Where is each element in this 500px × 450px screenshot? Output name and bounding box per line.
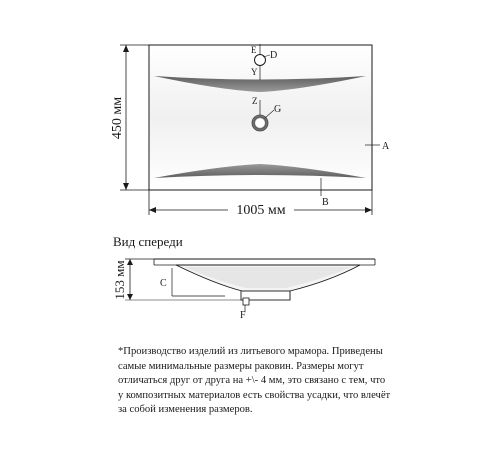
label-z: Z [252, 96, 258, 106]
front-height-arrow-bottom [127, 294, 133, 300]
note-line-3: отличаться друг от друга на +\- 4 мм, это связано с тем, что [118, 375, 386, 386]
note-line-4: у композитных материалов есть свойства усадки, что влечёт [118, 389, 391, 401]
height-dimension-label: 450 мм [110, 96, 125, 140]
label-d: D [270, 50, 278, 61]
section-title-front-view: Вид спереди [113, 234, 183, 249]
front-height-dimension-label: 153 мм [112, 260, 127, 300]
height-arrow-bottom [123, 183, 129, 190]
faucet-hole [255, 55, 266, 66]
front-drain-stub [243, 298, 249, 305]
note-line-5: за собой изменения размеров. [118, 404, 253, 415]
note-line-2: самые минимальные размеры раковин. Размеры могут [118, 360, 364, 372]
label-c: C [160, 278, 167, 289]
height-arrow-top [123, 45, 129, 52]
label-g: G [274, 104, 282, 115]
front-height-arrow-top [127, 259, 133, 265]
label-e: E [251, 45, 257, 55]
width-arrow-right [365, 207, 372, 213]
label-y: Y [251, 67, 258, 77]
width-dimension-label: 1005 мм [236, 203, 286, 218]
front-view [112, 259, 375, 321]
production-note [118, 345, 393, 418]
top-view [110, 44, 390, 218]
width-arrow-left [149, 207, 156, 213]
note-line-1: *Производство изделий из литьевого мрамора. Приведены [118, 346, 383, 357]
label-f: F [240, 310, 246, 321]
label-a: A [382, 141, 390, 152]
label-b: B [322, 197, 329, 208]
